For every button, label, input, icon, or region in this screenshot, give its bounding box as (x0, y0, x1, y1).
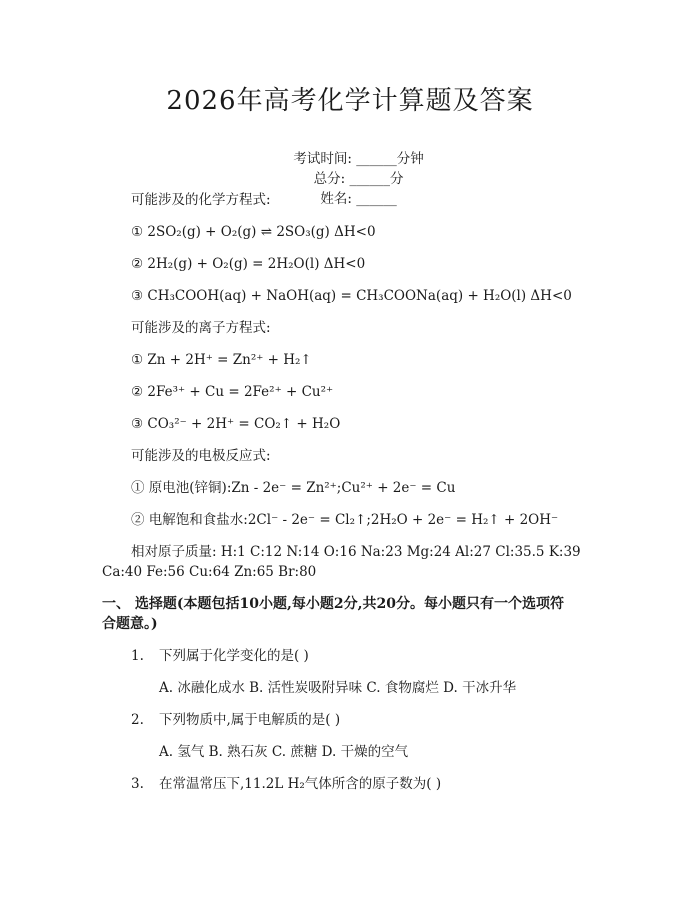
electrode-equation-1: ① 原电池(锌铜):Zn - 2e⁻ = Zn²⁺;Cu²⁺ + 2e⁻ = Cu (131, 480, 456, 496)
chem-equation-3: ③ CH₃COOH(aq) + NaOH(aq) = CH₃COONa(aq) + H₂O(l) ΔH<0 (131, 288, 572, 304)
total-score-field: 总分: ______分 (313, 171, 404, 187)
question-2-number: 2. (131, 712, 144, 728)
electrode-equation-2: ② 电解饱和食盐水:2Cl⁻ - 2e⁻ = Cl₂↑;2H₂O + 2e⁻ = H₂↑ + 2OH⁻ (131, 512, 559, 528)
exam-time-field: 考试时间: ______分钟 (293, 151, 424, 167)
question-1-options: A. 冰融化成水 B. 活性炭吸附异味 C. 食物腐烂 D. 干冰升华 (159, 680, 517, 696)
ion-equation-2: ② 2Fe³⁺ + Cu = 2Fe²⁺ + Cu²⁺ (131, 384, 334, 400)
question-1-number: 1. (131, 648, 144, 664)
question-3-number: 3. (131, 776, 144, 792)
question-1-text: 下列属于化学变化的是( ) (159, 648, 309, 664)
ion-equations-heading: 可能涉及的离子方程式: (131, 320, 271, 336)
question-2-text: 下列物质中,属于电解质的是( ) (159, 712, 341, 728)
section-1-heading-line-1: 一、 选择题(本题包括10小题,每小题2分,共20分。每小题只有一个选项符 (102, 596, 564, 612)
question-2-options: A. 氢气 B. 熟石灰 C. 蔗糖 D. 干燥的空气 (159, 744, 409, 760)
atomic-mass-line-1: 相对原子质量: H:1 C:12 N:14 O:16 Na:23 Mg:24 Al:27 Cl:35.5 K:39 (131, 544, 581, 560)
section-1-heading-line-2: 合题意。) (102, 616, 158, 632)
chem-equation-2: ② 2H₂(g) + O₂(g) = 2H₂O(l) ΔH<0 (131, 256, 366, 272)
chem-equation-1: ① 2SO₂(g) + O₂(g) ⇌ 2SO₃(g) ΔH<0 (131, 224, 376, 240)
ion-equation-3: ③ CO₃²⁻ + 2H⁺ = CO₂↑ + H₂O (131, 416, 341, 432)
name-field: 姓名: ______ (320, 191, 397, 207)
electrode-equations-heading: 可能涉及的电极反应式: (131, 448, 271, 464)
exam-meta (0, 131, 700, 223)
ion-equation-1: ① Zn + 2H⁺ = Zn²⁺ + H₂↑ (131, 352, 312, 368)
question-3-text: 在常温常压下,11.2L H₂气体所含的原子数为( ) (159, 776, 442, 792)
atomic-mass-line-2: Ca:40 Fe:56 Cu:64 Zn:65 Br:80 (102, 564, 317, 580)
chem-equations-heading: 可能涉及的化学方程式: (131, 192, 271, 208)
page-title: 2026年高考化学计算题及答案 (166, 86, 534, 116)
